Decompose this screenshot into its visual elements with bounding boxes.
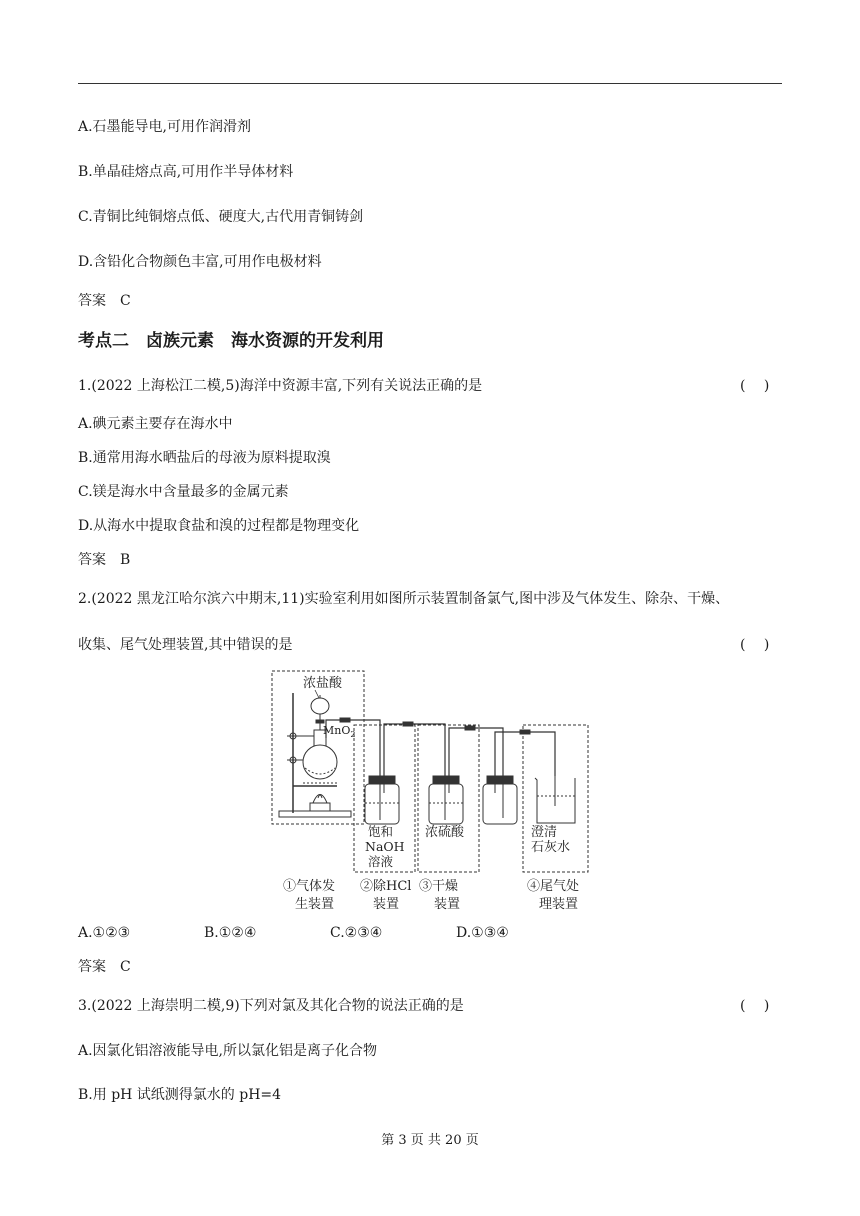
caption-2-line2: 装置 bbox=[373, 897, 400, 912]
label-conc-hcl: 浓盐酸 bbox=[303, 676, 343, 691]
h2so4-stopper bbox=[433, 776, 459, 784]
naoh-stopper bbox=[369, 776, 395, 784]
caption-1-line2: 生装置 bbox=[295, 897, 335, 912]
caption-1-line1: ①气体发 bbox=[283, 879, 336, 894]
naoh-bottle bbox=[365, 784, 399, 824]
q1-option-b: B.通常用海水晒盐后的母液为原料提取溴 bbox=[78, 450, 331, 466]
q3-option-b: B.用 pH 试纸测得氯水的 pH=4 bbox=[78, 1087, 282, 1103]
page-footer: 第 3 页 共 20 页 bbox=[381, 1133, 479, 1148]
label-naoh-3: 溶液 bbox=[368, 854, 394, 869]
caption-4-line1: ④尾气处 bbox=[527, 879, 580, 894]
q0-answer: 答案 C bbox=[78, 293, 131, 309]
caption-4-line2: 理装置 bbox=[539, 897, 579, 912]
collector-stopper bbox=[487, 776, 513, 784]
q0-option-a: A.石墨能导电,可用作润滑剂 bbox=[78, 119, 252, 135]
alcohol-lamp bbox=[310, 803, 330, 811]
q2-answer: 答案 C bbox=[78, 959, 131, 975]
tube-4 bbox=[495, 732, 555, 778]
q0-option-b: B.单晶硅熔点高,可用作半导体材料 bbox=[78, 164, 294, 180]
caption-3-line1: ③干燥 bbox=[419, 879, 459, 894]
q1-option-c: C.镁是海水中含量最多的金属元素 bbox=[78, 484, 289, 500]
caption-3-line2: 装置 bbox=[434, 897, 461, 912]
chlorine-apparatus-diagram bbox=[265, 668, 600, 918]
collector-bottle bbox=[483, 784, 517, 824]
sep-funnel-bulb bbox=[311, 698, 329, 714]
q1-answer-blank: ( ) bbox=[740, 378, 770, 394]
header-rule bbox=[78, 83, 782, 84]
q1-option-a: A.碘元素主要存在海水中 bbox=[78, 416, 233, 432]
q2-stem-line1: 2.(2022 黑龙江哈尔滨六中期末,11)实验室利用如图所示装置制备氯气,图中涉及气体发生、除杂、干燥、 bbox=[78, 591, 730, 607]
q2-option-d: D.①③④ bbox=[456, 925, 509, 941]
q2-answer-blank: ( ) bbox=[740, 637, 770, 653]
q1-option-d: D.从海水中提取食盐和溴的过程都是物理变化 bbox=[78, 518, 360, 534]
section-heading: 考点二 卤族元素 海水资源的开发利用 bbox=[78, 331, 384, 351]
q0-option-d: D.含铅化合物颜色丰富,可用作电极材料 bbox=[78, 254, 322, 270]
stand-base bbox=[279, 811, 351, 817]
q0-option-c: C.青铜比纯铜熔点低、硬度大,古代用青铜铸剑 bbox=[78, 209, 364, 225]
q2-option-a: A.①②③ bbox=[78, 925, 131, 941]
label-naoh-1: 饱和 bbox=[368, 824, 394, 839]
q3-option-a: A.因氯化铝溶液能导电,所以氯化铝是离子化合物 bbox=[78, 1043, 378, 1059]
label-limewater-2: 石灰水 bbox=[531, 840, 571, 855]
q2-option-c: C.②③④ bbox=[330, 925, 383, 941]
q2-option-b: B.①②④ bbox=[204, 925, 257, 941]
q1-answer: 答案 B bbox=[78, 552, 131, 568]
label-h2so4: 浓硫酸 bbox=[425, 825, 465, 840]
q3-answer-blank: ( ) bbox=[740, 998, 770, 1014]
q3-stem: 3.(2022 上海崇明二模,9)下列对氯及其化合物的说法正确的是 bbox=[78, 998, 464, 1014]
label-mno2: MnO$_2$ bbox=[323, 724, 356, 739]
label-naoh-2: NaOH bbox=[365, 839, 405, 854]
h2so4-bottle bbox=[429, 784, 463, 824]
q2-stem-line2: 收集、尾气处理装置,其中错误的是 bbox=[78, 637, 293, 653]
label-limewater-1: 澄清 bbox=[531, 825, 558, 840]
caption-2-line1: ②除HCl bbox=[360, 879, 412, 894]
q1-stem: 1.(2022 上海松江二模,5)海洋中资源丰富,下列有关说法正确的是 bbox=[78, 378, 483, 394]
